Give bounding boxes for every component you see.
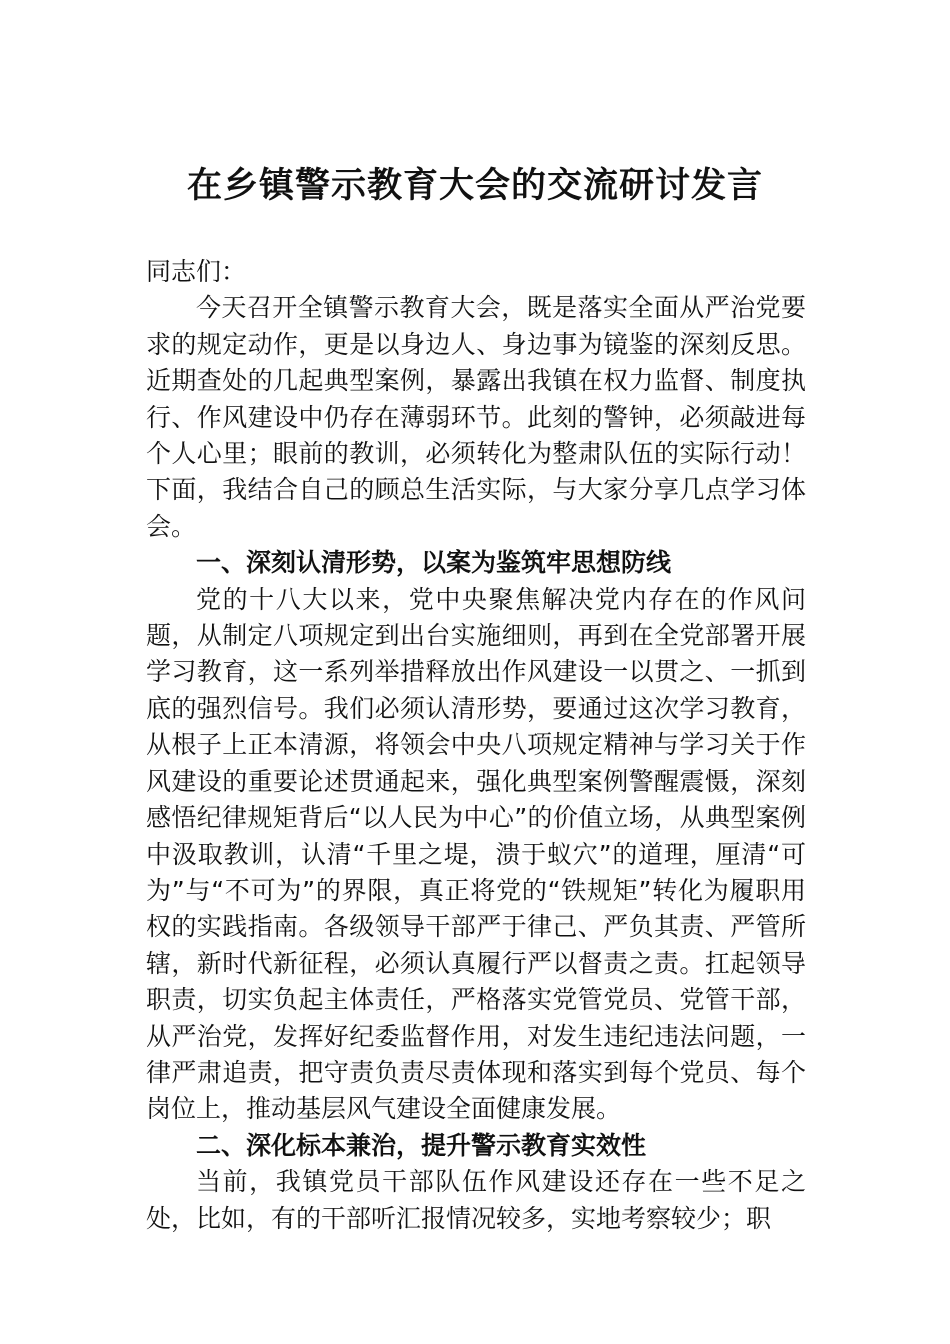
section-2-heading: 二、深化标本兼治，提升警示教育实效性: [196, 1130, 647, 1160]
section-1-paragraph: 党的十八大以来，党中央聚焦解决党内存在的作风问题，从制定八项规定到出台实施细则，再到在全党部署开展学习教育，这一系列举措释放出作风建设一以贯之、一抓到底的强烈信号。我们必须认清形势，要通过这次学习教育，从根子上正本清源，将领会中央八项规定精神与学习关于作风建设的重要论述贯通起来，强化典型案例警醒震慑，深刻感悟纪律规矩背后“以人民为中心”的价值立场，从典型案例中汲取教训，认清“千里之堤，溃于蚁穴”的道理，厘清“可为”与“不可为”的界限，真正将党的“铁规矩”转化为履职用权的实践指南。各级领导干部严于律己、严负其责、严管所辖，新时代新征程，必须认真履行严以督责之责。扛起领导职责，切实负起主体责任，严格落实党管党员、党管干部，从严治党，发挥好纪委监督作用，对发生违纪违法问题，一律严肃追责，把守责负责尽责体现和落实到每个党员、每个岗位上，推动基层风气建设全面健康发展。: [146, 584, 806, 1124]
document-title: 在乡镇警示教育大会的交流研讨发言: [186, 165, 763, 206]
intro-paragraph: 今天召开全镇警示教育大会，既是落实全面从严治党要求的规定动作，更是以身边人、身边事为镜鉴的深刻反思。近期查处的几起典型案例，暴露出我镇在权力监督、制度执行、作风建设中仍存在薄弱环节。此刻的警钟，必须敲进每个人心里；眼前的教训，必须转化为整肃队伍的实际行动！下面，我结合自己的顾总生活实际，与大家分享几点学习体会。: [146, 293, 806, 541]
document-body: [146, 254, 806, 1237]
salutation: 同志们：: [146, 257, 247, 286]
section-2-paragraph: 当前，我镇党员干部队伍作风建设还存在一些不足之处，比如，有的干部听汇报情况较多，实地考察较少；职: [146, 1167, 806, 1233]
section-1-heading: 一、深刻认清形势，以案为鉴筑牢思想防线: [196, 548, 672, 578]
